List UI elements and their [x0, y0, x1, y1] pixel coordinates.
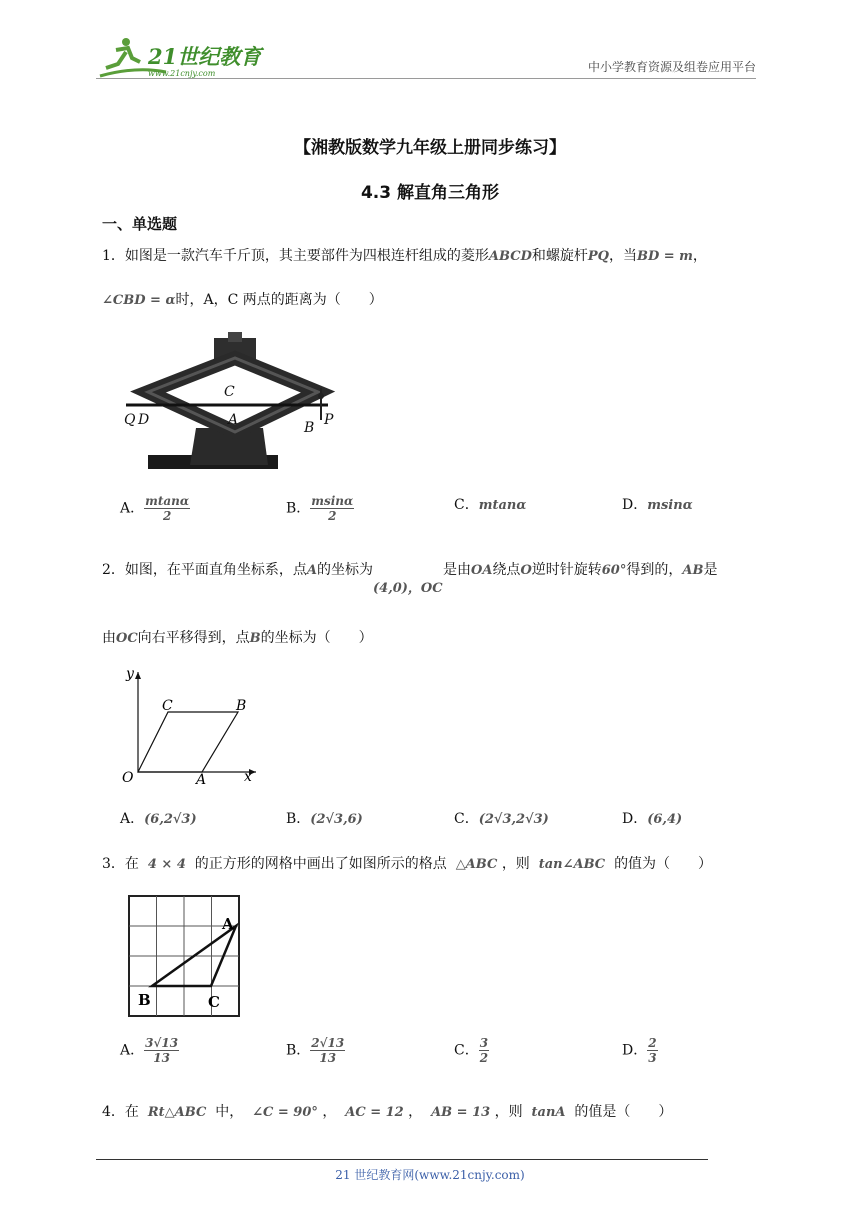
- q2-line1: 2．如图，在平面直角坐标系，点A的坐标为(4,0)，OC是由OA绕点O逆时针旋转60°得到的，AB是: [102, 562, 718, 596]
- q1-label-p: P: [324, 412, 334, 428]
- q3-option-a[interactable]: A． $\frac{3√13}{13}$: [120, 1036, 179, 1065]
- q3-label-c: C: [208, 993, 220, 1011]
- q1-car-jack-figure: [118, 330, 348, 472]
- q3-option-b[interactable]: B． $\frac{2√13}{13}$: [286, 1036, 345, 1065]
- q1-option-d[interactable]: D．msinα: [622, 497, 693, 513]
- q2-coordinate-figure: [118, 664, 268, 788]
- q3-label-a: A: [222, 915, 234, 933]
- header-right-text: 中小学教育资源及组卷应用平台: [587, 60, 756, 74]
- q2-option-b[interactable]: B．(2√3,6): [286, 811, 363, 827]
- q3-option-c[interactable]: C． $\frac{3}{2}$: [454, 1036, 489, 1065]
- footer-link[interactable]: 21 世纪教育网(www.21cnjy.com): [335, 1168, 525, 1182]
- q1-line1: 1．如图是一款汽车千斤顶，其主要部件为四根连杆组成的菱形ABCD和螺旋杆PQ，当BD = m，: [102, 248, 707, 264]
- logo-text: 21世纪教育: [148, 44, 262, 69]
- header-divider: [96, 78, 756, 79]
- q1-line2: ∠CBD = α时，A，C 两点的距离为（ ）: [102, 292, 383, 308]
- q3-label-b: B: [138, 991, 151, 1009]
- q2-label-b: B: [236, 698, 247, 714]
- q1-option-c[interactable]: C．mtanα: [454, 497, 527, 513]
- logo-url: www.21cnjy.com: [148, 69, 216, 78]
- q2-option-a[interactable]: A．(6,2√3): [120, 811, 197, 827]
- q2-label-a: A: [196, 772, 207, 788]
- q1-label-a: A: [228, 412, 239, 428]
- footer-divider: [96, 1159, 708, 1160]
- q2-option-d[interactable]: D．(6,4): [622, 811, 683, 827]
- section-heading: 一、单选题: [102, 215, 178, 233]
- q1-label-c: C: [224, 384, 235, 400]
- page-title: 【湘教版数学九年级上册同步练习】: [294, 138, 566, 158]
- q2-label-y: y: [126, 666, 134, 682]
- q2-label-c: C: [162, 698, 173, 714]
- q4-line1: 4．在 Rt△ABC 中， ∠C = 90° ， AC = 12 ， AB = 13 ，则 tanA 的值是（ ）: [102, 1104, 673, 1120]
- q2-label-o: O: [122, 770, 134, 786]
- q1-label-q: Q: [124, 412, 136, 428]
- q3-grid-figure: [126, 893, 242, 1019]
- q2-line2: 由OC向右平移得到，点B的坐标为（ ）: [102, 630, 373, 646]
- q2-option-c[interactable]: C．(2√3,2√3): [454, 811, 549, 827]
- page-subtitle: 4.3 解直角三角形: [360, 183, 500, 203]
- q3-line1: 3．在 4 × 4 的正方形的网格中画出了如图所示的格点 △ABC ，则 tan∠ABC 的值为（ ）: [102, 856, 713, 872]
- q2-label-x: x: [244, 769, 252, 785]
- site-logo: [96, 36, 266, 80]
- q1-option-b[interactable]: B． $\frac{msin\alpha}{2}$: [286, 494, 354, 523]
- q1-option-a[interactable]: A． $\frac{mtan\alpha}{2}$: [120, 494, 190, 523]
- q3-option-d[interactable]: D． $\frac{2}{3}$: [622, 1036, 657, 1065]
- q1-label-d: D: [138, 412, 150, 428]
- q1-label-b: B: [304, 420, 315, 436]
